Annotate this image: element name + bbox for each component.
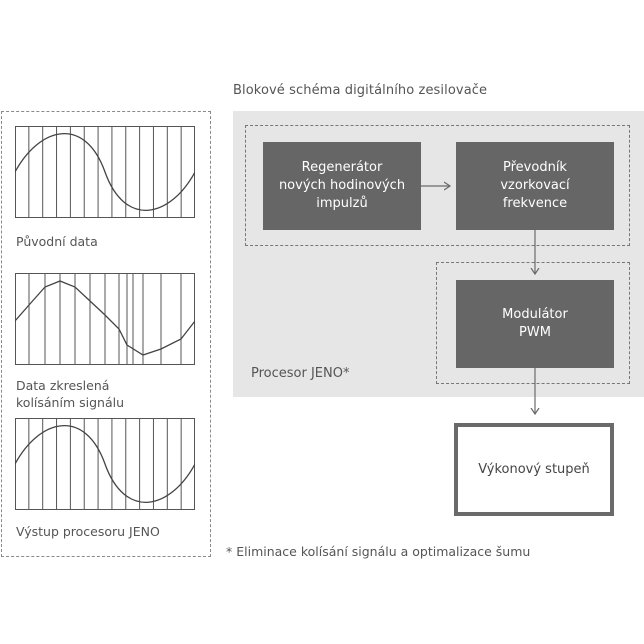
caption-processor-output: Výstup procesoru JENO xyxy=(16,524,160,539)
clock-regenerator-label: Regenerátor nových hodinových impulzů xyxy=(278,160,406,211)
processor-label: Procesor JENO* xyxy=(251,366,350,381)
caption-original-data: Původní data xyxy=(16,234,98,249)
power-stage-label: Výkonový stupeň xyxy=(478,462,590,477)
diagram-title: Blokové schéma digitálního zesilovače xyxy=(233,83,488,98)
footnote: * Eliminace kolísání signálu a optimalizace šumu xyxy=(226,544,531,559)
pwm-modulator-label: Modulátor PWM xyxy=(502,307,568,340)
sample-rate-converter-label: Převodník vzorkovací frekvence xyxy=(500,160,570,211)
caption-distorted-data: Data zkreslená kolísáním signálu xyxy=(16,378,125,410)
